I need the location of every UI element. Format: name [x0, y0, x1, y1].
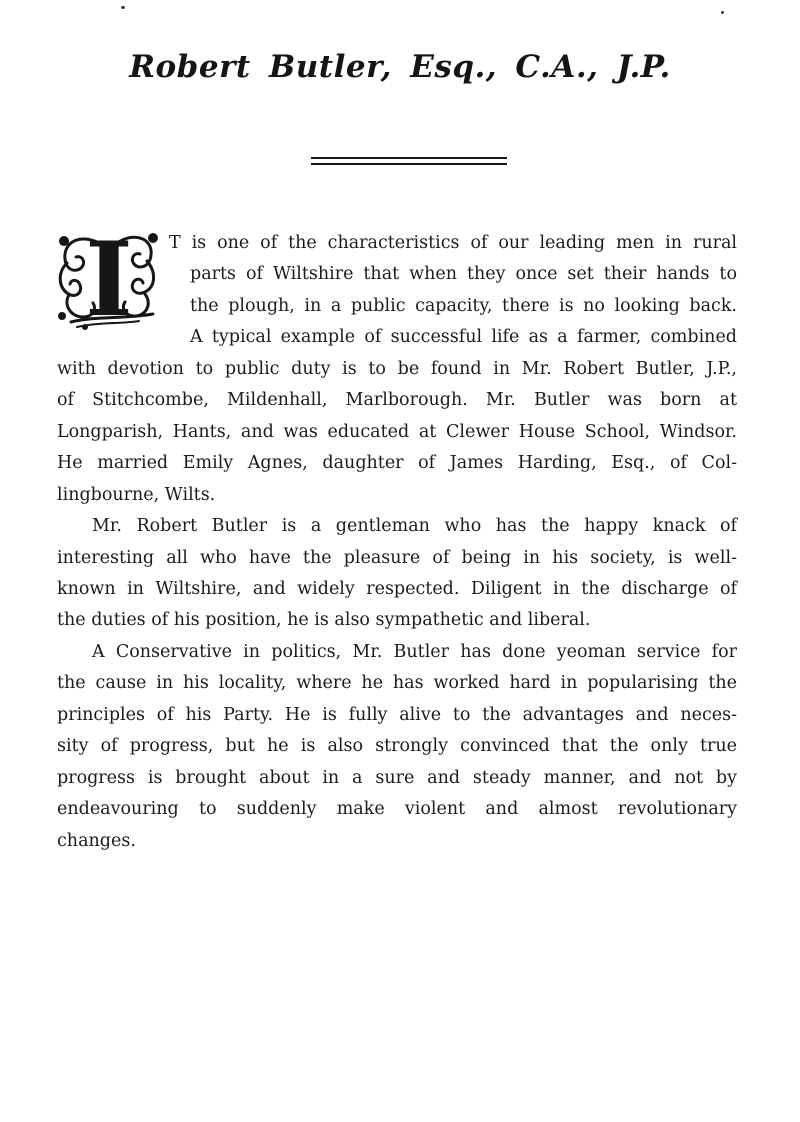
text-line: interesting all who have the pleasure of being in his society, is well-	[57, 547, 737, 568]
text-line: principles of his Party. He is fully alive to the advantages and neces-	[57, 704, 737, 725]
text-line: A Conservative in politics, Mr. Butler has done yeoman service for	[92, 641, 737, 662]
text-line: Mr. Robert Butler is a gentleman who has the happy knack of	[92, 516, 737, 537]
text-line: A typical example of successful life as a farmer, combined	[190, 327, 737, 348]
text-line: endeavouring to suddenly make violent and almost revolutionary	[57, 799, 737, 820]
text-line: lingbourne, Wilts.	[57, 484, 216, 505]
text-line: Longparish, Hants, and was educated at Clewer House School, Windsor.	[57, 421, 737, 442]
text-line: known in Wiltshire, and widely respected. Diligent in the discharge of	[57, 578, 737, 599]
scan-speck	[721, 11, 724, 14]
text-line: He married Emily Agnes, daughter of James Harding, Esq., of Col-	[57, 453, 737, 474]
text-line: changes.	[57, 830, 136, 851]
text-line: with devotion to public duty is to be found in Mr. Robert Butler, J.P.,	[57, 358, 737, 379]
text-line: of Stitchcombe, Mildenhall, Marlborough. Mr. Butler was born at	[57, 390, 737, 411]
text-line: the cause in his locality, where he has worked hard in popularising the	[57, 673, 737, 694]
text-line: parts of Wiltshire that when they once set their hands to	[190, 264, 737, 285]
title-divider-rule	[311, 157, 507, 165]
dropcap-letter: I	[85, 229, 133, 333]
text-line: sity of progress, but he is also strongly convinced that the only true	[57, 736, 737, 757]
scan-speck	[121, 6, 125, 9]
body-text	[57, 228, 737, 857]
page-title: Robert Butler, Esq., C.A., J.P.	[129, 49, 671, 85]
text-line: T is one of the characteristics of our leading men in rural	[169, 233, 737, 253]
text-line: progress is brought about in a sure and steady manner, and not by	[57, 767, 737, 788]
text-line: the duties of his position, he is also sympathetic and liberal.	[57, 610, 591, 631]
text-line: the plough, in a public capacity, there is no looking back.	[190, 295, 737, 316]
